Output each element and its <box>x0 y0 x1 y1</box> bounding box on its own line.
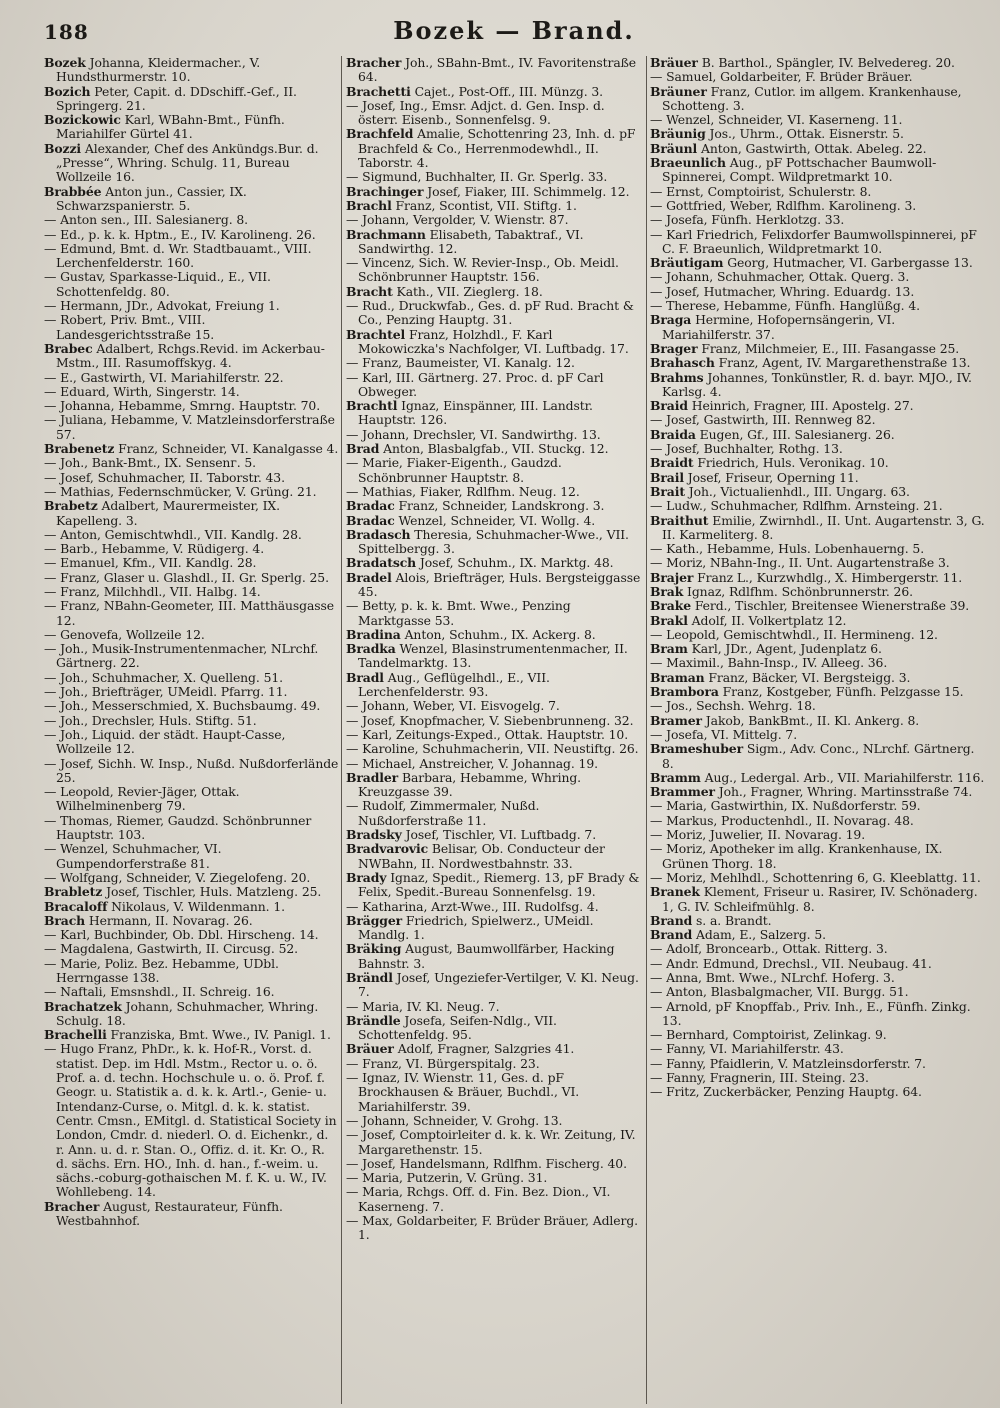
directory-entry: Bradac Franz, Schneider, Landskrong. 3. <box>346 498 605 514</box>
directory-entry: — Moriz, Juwelier, II. Novarag. 19. <box>650 827 866 843</box>
directory-entry: Brachetti Cajet., Post-Off., III. Münzg. 3. <box>346 83 604 99</box>
directory-entry: Brach Hermann, II. Novarag. 26. <box>44 912 253 928</box>
directory-entry: Brady Ignaz, Spedit., Riemerg. 13, pF Brady & Felix, Spedit.-Bureau Sonnenfelsg. 19. <box>346 869 640 900</box>
directory-entry: — Karl, Buchbinder, Ob. Dbl. Hirscheng. 14. <box>44 927 319 943</box>
directory-entry: Braga Hermine, Hofopernsängerin, VI. Mariahilferstr. 37. <box>650 312 896 342</box>
directory-entry: — Ignaz, IV. Wienstr. 11, Ges. d. pF Brockhausen & Bräuer, Buchdl., VI. Mariahilferstr. 39. <box>346 1070 580 1114</box>
directory-entry: — Robert, Priv. Bmt., VIII. Landesgerichtsstraße 15. <box>44 312 215 342</box>
directory-entry: Bradsky Josef, Tischler, VI. Luftbadg. 7. <box>346 827 597 843</box>
column-divider <box>646 56 647 1404</box>
directory-entry: Braida Eugen, Gf., III. Salesianerg. 26. <box>650 426 895 442</box>
directory-entry: — Wolfgang, Schneider, V. Ziegelofeng. 20. <box>44 869 311 885</box>
directory-entry: Brait Joh., Victualienhdl., III. Ungarg. 63. <box>650 483 910 499</box>
directory-entry: Bräuner Franz, Cutlor. im allgem. Krankenhause, Schotteng. 3. <box>650 83 962 113</box>
directory-entry: — Maria, Gastwirthin, IX. Nußdorferstr. 59. <box>650 798 921 814</box>
directory-entry: — Joh., Schuhmacher, X. Quelleng. 51. <box>44 669 283 685</box>
directory-entry: — Josef, Sichh. W. Insp., Nußd. Nußdorferlände 25. <box>44 755 339 785</box>
directory-entry: Brachatzek Johann, Schuhmacher, Whring. Schulg. 18. <box>44 998 319 1028</box>
directory-entry: Bräunl Anton, Gastwirth, Ottak. Abeleg. 22. <box>650 140 927 156</box>
directory-entry: — Juliana, Hebamme, V. Matzleinsdorferstraße 57. <box>44 412 335 442</box>
directory-entry: — Fanny, Pfaidlerin, V. Matzleinsdorferstr. 7. <box>650 1055 926 1071</box>
directory-entry: Brahms Johannes, Tonkünstler, R. d. bayr. MJO., IV. Karlsg. 4. <box>650 369 972 399</box>
directory-entry: — Wenzel, Schneider, VI. Kaserneng. 11. <box>650 112 903 128</box>
directory-entry: Brachtel Franz, Holzhdl., F. Karl Mokowiczka's Nachfolger, VI. Luftbadg. 17. <box>346 326 629 356</box>
directory-entry: — Fanny, VI. Mariahilferstr. 43. <box>650 1041 844 1057</box>
directory-entry: — Johann, Vergolder, V. Wienstr. 87. <box>346 212 569 228</box>
directory-entry: Brachfeld Amalie, Schottenring 23, Inh. d. pF Brachfeld & Co., Herrenmodewhdl., II. Taborstr. 4. <box>346 126 636 171</box>
directory-entry: Bradler Barbara, Hebamme, Whring. Kreuzgasse 39. <box>346 769 582 800</box>
directory-entry: — Johann, Drechsler, VI. Sandwirthg. 13. <box>346 426 601 442</box>
directory-entry: — Maria, Putzerin, V. Grüng. 31. <box>346 1170 548 1186</box>
directory-entry: — Moriz, Apotheker im allg. Krankenhause, IX. Grünen Thorg. 18. <box>650 841 943 871</box>
directory-entry: — Joh., Liquid. der städt. Haupt-Casse, Wollzeile 12. <box>44 726 286 757</box>
directory-entry: — Andr. Edmund, Drechsl., VII. Neubaug. 41. <box>650 955 932 971</box>
directory-entry: — Fritz, Zuckerbäcker, Penzing Hauptg. 64. <box>650 1084 922 1100</box>
directory-entry: — Markus, Productenhdl., II. Novarag. 48. <box>650 812 914 828</box>
directory-entry: — Moriz, NBahn-Ing., II. Unt. Augartenstraße 3. <box>650 555 950 571</box>
column-2 <box>346 56 646 1404</box>
directory-entry: — Josef, Hutmacher, Whring. Eduardg. 13. <box>650 283 915 299</box>
directory-entry: — Betty, p. k. k. Bmt. Wwe., Penzing Marktgasse 53. <box>346 598 571 628</box>
directory-entry: — Naftali, Emsnshdl., II. Schreig. 16. <box>44 984 275 1000</box>
directory-entry: Bozek Johanna, Kleidermacher., V. Hundsthurmerstr. 10. <box>44 56 261 85</box>
directory-entry: — Josef, Knopfmacher, V. Siebenbrunneng. 32. <box>346 712 634 728</box>
directory-entry: Braeunlich Aug., pF Pottschacher Baumwoll-Spinnerei, Compt. Wildpretmarkt 10. <box>650 155 937 185</box>
column-3 <box>650 56 990 1404</box>
directory-entry: Bräking August, Baumwollfärber, Hacking Bahnstr. 3. <box>346 941 615 971</box>
directory-entry: Brachl Franz, Scontist, VII. Stiftg. 1. <box>346 197 577 213</box>
directory-entry: — Fanny, Fragnerin, III. Steing. 23. <box>650 1070 869 1086</box>
directory-entry: Brabec Adalbert, Rchgs.Revid. im Ackerbau-Mstm., III. Rasumoffskyg. 4. <box>44 340 325 371</box>
directory-entry: Bozickowic Karl, WBahn-Bmt., Fünfh. Mariahilfer Gürtel 41. <box>44 112 285 142</box>
directory-entry: Brager Franz, Milchmeier, E., III. Fasangasse 25. <box>650 340 960 356</box>
page-number: 188 <box>44 20 89 44</box>
directory-entry: Brahasch Franz, Agent, IV. Margarethenstraße 13. <box>650 355 971 371</box>
directory-entry: Brad Anton, Blasbalgfab., VII. Stuckg. 12. <box>346 441 609 457</box>
directory-entry: — Josef, Ing., Emsr. Adjct. d. Gen. Insp. d. österr. Eisenb., Sonnenfelsg. 9. <box>346 97 605 128</box>
directory-entry: Brändle Josefa, Seifen-Ndlg., VII. Schottenfeldg. 95. <box>346 1012 557 1043</box>
directory-entry: — Ernst, Comptoirist, Schulerstr. 8. <box>650 183 872 199</box>
directory-entry: — Joh., Drechsler, Huls. Stiftg. 51. <box>44 712 257 728</box>
directory-entry: — Karl, III. Gärtnerg. 27. Proc. d. pF Carl Obweger. <box>346 369 604 399</box>
directory-entry: — Leopold, Gemischtwhdl., II. Hermineng. 12. <box>650 626 938 642</box>
directory-entry: Brambora Franz, Kostgeber, Fünfh. Pelzgasse 15. <box>650 684 964 700</box>
directory-entry: Brand Adam, E., Salzerg. 5. <box>650 927 826 943</box>
directory-entry: Bräuer B. Barthol., Spängler, IV. Belvedereg. 20. <box>650 56 955 70</box>
directory-entry: — Therese, Hebamme, Fünfh. Hanglüßg. 4. <box>650 298 920 314</box>
directory-entry: — Katharina, Arzt-Wwe., III. Rudolfsg. 4. <box>346 898 599 914</box>
directory-entry: — Hermann, JDr., Advokat, Freiung 1. <box>44 298 280 314</box>
directory-entry: — Maria, Rchgs. Off. d. Fin. Bez. Dion., VI. Kaserneng. 7. <box>346 1184 611 1214</box>
directory-entry: — Mathias, Federnschmücker, V. Grüng. 21. <box>44 483 317 499</box>
directory-entry: — Kath., Hebamme, Huls. Lobenhauerng. 5. <box>650 541 925 557</box>
directory-entry: — Marie, Poliz. Bez. Hebamme, UDbl. Herrngasse 138. <box>44 955 279 985</box>
directory-entry: — Adolf, Broncearb., Ottak. Ritterg. 3. <box>650 941 888 957</box>
directory-entry: Bradac Wenzel, Schneider, VI. Wollg. 4. <box>346 512 596 528</box>
directory-entry: — Josefa, VI. Mittelg. 7. <box>650 726 798 742</box>
directory-entry: — Joh., Bank-Bmt., IX. Sensenг. 5. <box>44 455 257 471</box>
directory-entry: — Magdalena, Gastwirth, II. Circusg. 52. <box>44 941 298 957</box>
directory-entry: Braithut Emilie, Zwirnhdl., II. Unt. Augartenstr. 3, G. II. Karmeliterg. 8. <box>650 512 985 542</box>
directory-entry: — Emanuel, Kfm., VII. Kandlg. 28. <box>44 555 257 571</box>
directory-entry: Brake Ferd., Tischler, Breitensee Wienerstraße 39. <box>650 598 970 614</box>
directory-entry: Bräuer Adolf, Fragner, Salzgries 41. <box>346 1041 575 1057</box>
directory-entry: — Eduard, Wirth, Singerstr. 14. <box>44 383 240 399</box>
directory-entry: — Johanna, Hebamme, Smrng. Hauptstr. 70. <box>44 398 321 414</box>
directory-entry: — Hugo Franz, PhDr., k. k. Hof-R., Vorst. d. statist. Dep. im Hdl. Mstm., Rector u. o. ö. Prof. a. d. techn. Hochschule u. o. ö. Prof. f. Geogr. u. Statistik a. d. k. k. Artl.-, Genie- u. Intendanz-Curse, o. Mitgl. d. k. k. statist. Centr. Cmsn., EMitgl. d. Statistical Society in London, Cmdr. d. niederl. O. d. Eichenkr., d. r. Ann. u. d. r. Stan. O., Offiz. d. it. Kr. O., R. d. sächs. Ern. HO., Inh. d. han., f.-weim. u. sächs.-coburg-gothaischen M. f. K. u. W., IV. Wohllebeng. 14. <box>44 1041 337 1200</box>
directory-entry: — Genovefa, Wollzeile 12. <box>44 626 205 642</box>
column-1 <box>44 56 344 1404</box>
directory-entry: Brachmann Elisabeth, Tabaktraf., VI. Sandwirthg. 12. <box>346 226 584 256</box>
directory-entry: — Franz, Milchhdl., VII. Halbg. 14. <box>44 583 261 599</box>
directory-entry: Braidt Friedrich, Huls. Veronikag. 10. <box>650 455 889 471</box>
directory-entry: — Josef, Comptoirleiter d. k. k. Wr. Zeitung, IV. Margarethenstr. 15. <box>346 1127 636 1157</box>
directory-entry: — Wenzel, Schuhmacher, VI. Gumpendorferstraße 81. <box>44 841 222 871</box>
directory-entry: Bräunig Jos., Uhrm., Ottak. Eisnerstr. 5. <box>650 126 904 142</box>
directory-entry: — Arnold, pF Knopffab., Priv. Inh., E., Fünfh. Zinkg. 13. <box>650 998 971 1028</box>
directory-entry: — Franz, Glaser u. Glashdl., II. Gr. Sperlg. 25. <box>44 569 329 585</box>
directory-entry: — Thomas, Riemer, Gaudzd. Schönbrunner Hauptstr. 103. <box>44 812 312 843</box>
directory-entry: — Josef, Gastwirth, III. Rennweg 82. <box>650 412 876 428</box>
directory-entry: — Josef, Handelsmann, Rdlfhm. Fischerg. 40. <box>346 1155 627 1171</box>
directory-entry: Branek Klement, Friseur u. Rasirer, IV. Schönaderg. 1, G. IV. Schleifmühlg. 8. <box>650 884 978 914</box>
directory-entry: Bradel Alois, Briefträger, Huls. Bergsteiggasse 45. <box>346 569 641 599</box>
directory-entry: — Sigmund, Buchhalter, II. Gr. Sperlg. 33. <box>346 169 608 185</box>
directory-entry: Bracher August, Restaurateur, Fünfh. Westbahnhof. <box>44 1198 283 1229</box>
directory-entry: Brägger Friedrich, Spielwerz., UMeidl. Mandlg. 1. <box>346 912 594 943</box>
directory-entry: Braman Franz, Bäcker, VI. Bergsteigg. 3. <box>650 669 911 685</box>
directory-entry: — Edmund, Bmt. d. Wr. Stadtbauamt., VIII. Lerchenfelderstr. 160. <box>44 240 312 271</box>
directory-entry: Brachinger Josef, Fiaker, III. Schimmelg. 12. <box>346 183 630 199</box>
directory-entry: — Maximil., Bahn-Insp., IV. Alleeg. 36. <box>650 655 888 671</box>
directory-entry: Brammer Joh., Fragner, Whring. Martinsstraße 74. <box>650 784 973 800</box>
directory-entry: Brabenetz Franz, Schneider, VI. Kanalgasse 4. <box>44 441 339 457</box>
directory-entry: — Bernhard, Comptoirist, Zelinkag. 9. <box>650 1027 887 1043</box>
directory-entry: — Moriz, Mehlhdl., Schottenring 6, G. Kleeblattg. 11. <box>650 869 981 885</box>
directory-entry: Bramer Jakob, BankBmt., II. Kl. Ankerg. 8. <box>650 712 920 728</box>
directory-entry: — Max, Goldarbeiter, F. Brüder Bräuer, Adlerg. 1. <box>346 1213 639 1243</box>
directory-entry: Brändl Josef, Ungeziefer-Vertilger, V. Kl. Neug. 7. <box>346 970 639 1000</box>
directory-entry: Bradasch Theresia, Schuhmacher-Wwe., VII. Spittelbergg. 3. <box>346 526 629 557</box>
directory-entry: — Barb., Hebamme, V. Rüdigerg. 4. <box>44 541 265 557</box>
directory-entry: — Johann, Schneider, V. Grohg. 13. <box>346 1112 563 1128</box>
directory-entry: — Gustav, Sparkasse-Liquid., E., VII. Schottenfeldg. 80. <box>44 269 271 299</box>
directory-entry: Bramm Aug., Ledergal. Arb., VII. Mariahilferstr. 116. <box>650 769 985 785</box>
column-divider <box>341 56 342 1404</box>
directory-entry: — Franz, VI. Bürgerspitalg. 23. <box>346 1055 540 1071</box>
directory-entry: — Joh., Messerschmied, X. Buchsbaumg. 49. <box>44 698 321 714</box>
directory-entry: — Johann, Schuhmacher, Ottak. Querg. 3. <box>650 269 910 285</box>
directory-entry: — Michael, Anstreicher, V. Johannag. 19. <box>346 755 598 771</box>
directory-entry: — Rudolf, Zimmermaler, Nußd. Nußdorferstraße 11. <box>346 798 540 828</box>
directory-entry: Bozzi Alexander, Chef des Ankündgs.Bur. d. „Presse“, Whring. Schulg. 11, Bureau Wollzeile 16. <box>44 140 319 185</box>
directory-entry: — Ed., p. k. k. Hptm., E., IV. Karolineng. 26. <box>44 226 316 242</box>
directory-entry: Bradl Aug., Geflügelhdl., E., VII. Lerchenfelderstr. 93. <box>346 669 550 700</box>
directory-entry: Braid Heinrich, Fragner, III. Apostelg. 27. <box>650 398 914 414</box>
directory-entry: — Vincenz, Sich. W. Revier-Insp., Ob. Meidl. Schönbrunner Hauptstr. 156. <box>346 255 619 285</box>
running-head: Bozek — Brand. <box>393 16 635 45</box>
directory-entry: — Karl, Zeitungs-Exped., Ottak. Hauptstr. 10. <box>346 726 629 742</box>
directory-entry: Brachelli Franziska, Bmt. Wwe., IV. Panigl. 1. <box>44 1027 331 1043</box>
directory-entry: Brabletz Josef, Tischler, Huls. Matzleng. 25. <box>44 884 322 900</box>
directory-entry: — Rud., Druckwfab., Ges. d. pF Rud. Bracht & Co., Penzing Hauptg. 31. <box>346 298 634 328</box>
directory-entry: Brabetz Adalbert, Maurermeister, IX. Kapelleng. 3. <box>44 498 280 528</box>
directory-entry: — Anton, Gemischtwhdl., VII. Kandlg. 28. <box>44 526 302 542</box>
directory-entry: — Gottfried, Weber, Rdlfhm. Karolineng. 3. <box>650 197 917 213</box>
directory-entry: Bradina Anton, Schuhm., IX. Ackerg. 8. <box>346 626 596 642</box>
directory-entry: — Ludw., Schuhmacher, Rdlfhm. Arnsteing. 21. <box>650 498 943 514</box>
directory-entry: — Franz, Baumeister, VI. Kanalg. 12. <box>346 355 575 371</box>
directory-entry: Bradatsch Josef, Schuhm., IX. Marktg. 48. <box>346 555 614 571</box>
directory-entry: — Joh., Musik-Instrumentenmacher, NLrchf. Gärtnerg. 22. <box>44 641 319 671</box>
directory-entry: Bracher Joh., SBahn-Bmt., IV. Favoritenstraße 64. <box>346 56 637 85</box>
directory-entry: — Anton, Blasbalgmacher, VII. Burgg. 51. <box>650 984 909 1000</box>
directory-entry: Brachtl Ignaz, Einspänner, III. Landstr. Hauptstr. 126. <box>346 398 593 428</box>
directory-entry: Brand s. a. Brandt. <box>650 912 772 928</box>
directory-entry: Brajer Franz L., Kurzwhdlg., X. Himbergerstr. 11. <box>650 569 963 585</box>
directory-entry: — Franz, NBahn-Geometer, III. Matthäusgasse 12. <box>44 598 334 628</box>
directory-entry: Brameshuber Sigm., Adv. Conc., NLrchf. Gärtnerg. 8. <box>650 741 975 771</box>
directory-entry: Bozich Peter, Capit. d. DDschiff.-Gef., II. Springerg. 21. <box>44 83 297 113</box>
directory-entry: Brabbée Anton jun., Cassier, IX. Schwarzspanierstr. 5. <box>44 183 247 213</box>
directory-entry: Bradka Wenzel, Blasinstrumentenmacher, II. Tandelmarktg. 13. <box>346 641 628 671</box>
entry-columns <box>44 56 990 1404</box>
directory-entry: — Anton sen., III. Salesianerg. 8. <box>44 212 249 228</box>
directory-entry: Bräutigam Georg, Hutmacher, VI. Garbergasse 13. <box>650 255 973 271</box>
directory-entry: Brak Ignaz, Rdlfhm. Schönbrunnerstr. 26. <box>650 583 913 599</box>
directory-entry: — Maria, IV. Kl. Neug. 7. <box>346 998 500 1014</box>
directory-entry: — Josef, Schuhmacher, II. Taborstr. 43. <box>44 469 285 485</box>
directory-entry: — Mathias, Fiaker, Rdlfhm. Neug. 12. <box>346 483 580 499</box>
directory-entry: Bracht Kath., VII. Zieglerg. 18. <box>346 283 543 299</box>
directory-entry: — Karl Friedrich, Felixdorfer Baumwollspinnerei, pF C. F. Braeunlich, Wildpretmarkt 10. <box>650 226 977 256</box>
directory-entry: — Marie, Fiaker-Eigenth., Gaudzd. Schönbrunner Hauptstr. 8. <box>346 455 562 485</box>
page-header <box>44 14 984 50</box>
directory-entry: Brakl Adolf, II. Volkertplatz 12. <box>650 612 847 628</box>
directory-entry: — Leopold, Revier-Jäger, Ottak. Wilhelminenberg 79. <box>44 784 240 814</box>
directory-entry: — Anna, Bmt. Wwe., NLrchf. Hoferg. 3. <box>650 970 895 985</box>
directory-entry: — Jos., Sechsh. Wehrg. 18. <box>650 698 816 714</box>
directory-entry: — Josef, Buchhalter, Rothg. 13. <box>650 441 843 457</box>
directory-entry: Brail Josef, Friseur, Operning 11. <box>650 469 859 485</box>
directory-entry: — Karoline, Schuhmacherin, VII. Neustiftg. 26. <box>346 741 639 757</box>
directory-entry: Bracaloff Nikolaus, V. Wildenmann. 1. <box>44 898 285 914</box>
directory-entry: Bram Karl, JDr., Agent, Judenplatz 6. <box>650 641 882 657</box>
directory-entry: — Joh., Briefträger, UMeidl. Pfarrg. 11. <box>44 684 288 700</box>
directory-entry: — Josefa, Fünfh. Herklotzg. 33. <box>650 212 845 228</box>
directory-entry: — Samuel, Goldarbeiter, F. Brüder Bräuer. <box>650 69 913 85</box>
directory-entry: — Johann, Weber, VI. Eisvogelg. 7. <box>346 698 560 714</box>
directory-entry: — E., Gastwirth, VI. Mariahilferstr. 22. <box>44 369 284 385</box>
directory-entry: Bradvarovic Belisar, Ob. Conducteur der NWBahn, II. Nordwestbahnstr. 33. <box>346 841 605 871</box>
